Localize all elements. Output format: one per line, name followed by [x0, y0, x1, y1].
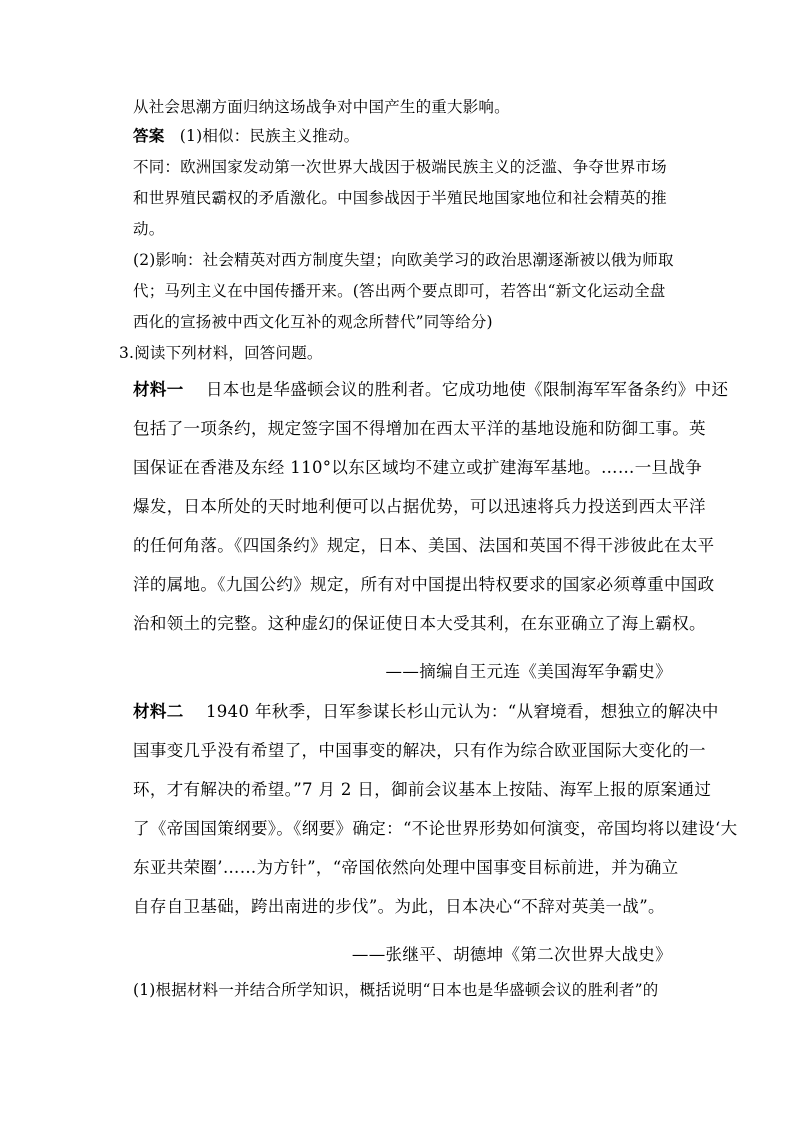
material1-line: 洋的属地。《九国公约》规定，所有对中国提出特权要求的国家必须尊重中国政 — [133, 575, 715, 594]
material1-line: 的任何角落。《四国条约》规定，日本、美国、法国和英国不得干涉彼此在太平 — [133, 536, 715, 555]
material1-source: ——摘编自王元连《美国海军争霸史》 — [385, 662, 672, 681]
material1-line: 包括了一项条约，规定签字国不得增加在西太平洋的基地设施和防御工事。英 — [133, 419, 706, 438]
answer-first: (1)相似：民族主义推动。 — [179, 127, 360, 145]
answer-label: 答案 — [133, 126, 165, 145]
impact-line: 代；马列主义在中国传播开来。(答出两个要点即可，若答出“新文化运动全盘 — [133, 282, 666, 300]
material2-line: 国事变几乎没有希望了，中国事变的解决，只有作为综合欧亚国际大变化的一 — [133, 741, 706, 760]
diff-line: 和世界殖民霸权的矛盾激化。中国参战因于半殖民地国家地位和社会精英的推 — [133, 189, 667, 207]
material2-line: 环，才有解决的希望。”7 月 2 日，御前会议基本上按陆、海军上报的原案通过 — [133, 780, 712, 799]
material1-line: 国保证在香港及东经 110°以东区域均不建立或扩建海军基地。……一旦战争 — [133, 458, 703, 477]
diff-line: 动。 — [133, 220, 165, 238]
impact-line: 西化的宣扬被中西文化互补的观念所替代”同等给分) — [133, 313, 493, 331]
question-title: 3.阅读下列材料，回答问题。 — [119, 344, 323, 362]
material2-label: 材料二 — [133, 702, 184, 721]
material1-text: 日本也是华盛顿会议的胜利者。它成功地使《限制海军军备条约》中还 — [205, 380, 729, 399]
material1-line: 治和领土的完整。这种虚幻的保证使日本大受其利，在东亚确立了海上霸权。 — [133, 614, 706, 633]
material1-label: 材料一 — [133, 380, 184, 399]
intro-line: 从社会思潮方面归纳这场战争对中国产生的重大影响。 — [133, 98, 510, 116]
material2-line: 自存自卫基础，跨出南进的步伐”。为此，日本决心“不辞对英美一战”。 — [133, 897, 665, 916]
material2-text: 1940 年秋季，日军参谋长杉山元认为：“从窘境看，想独立的解决中 — [205, 702, 719, 721]
material1-line — [133, 380, 728, 400]
material2-line: 了《帝国国策纲要》。《纲要》确定：“不论世界形势如何演变，帝国均将以建设‘大 — [133, 819, 738, 838]
answer-line — [133, 126, 359, 146]
diff-line: 不同：欧洲国家发动第一次世界大战因于极端民族主义的泛滥、争夺世界市场 — [133, 158, 667, 176]
material1-line: 爆发，日本所处的天时地利便可以占据优势，可以迅速将兵力投送到西太平洋 — [133, 497, 706, 516]
material2-source: ——张继平、胡德坤《第二次世界大战史》 — [351, 945, 672, 964]
material2-line: 东亚共荣圈’……为方针”，“帝国依然向处理中国事变目标前进，并为确立 — [133, 858, 679, 877]
material2-line — [133, 702, 719, 722]
impact-line: (2)影响：社会精英对西方制度失望；向欧美学习的政治思潮逐渐被以俄为师取 — [133, 251, 674, 269]
sub-question-1: (1)根据材料一并结合所学知识，概括说明“日本也是华盛顿会议的胜利者”的 — [133, 981, 659, 999]
